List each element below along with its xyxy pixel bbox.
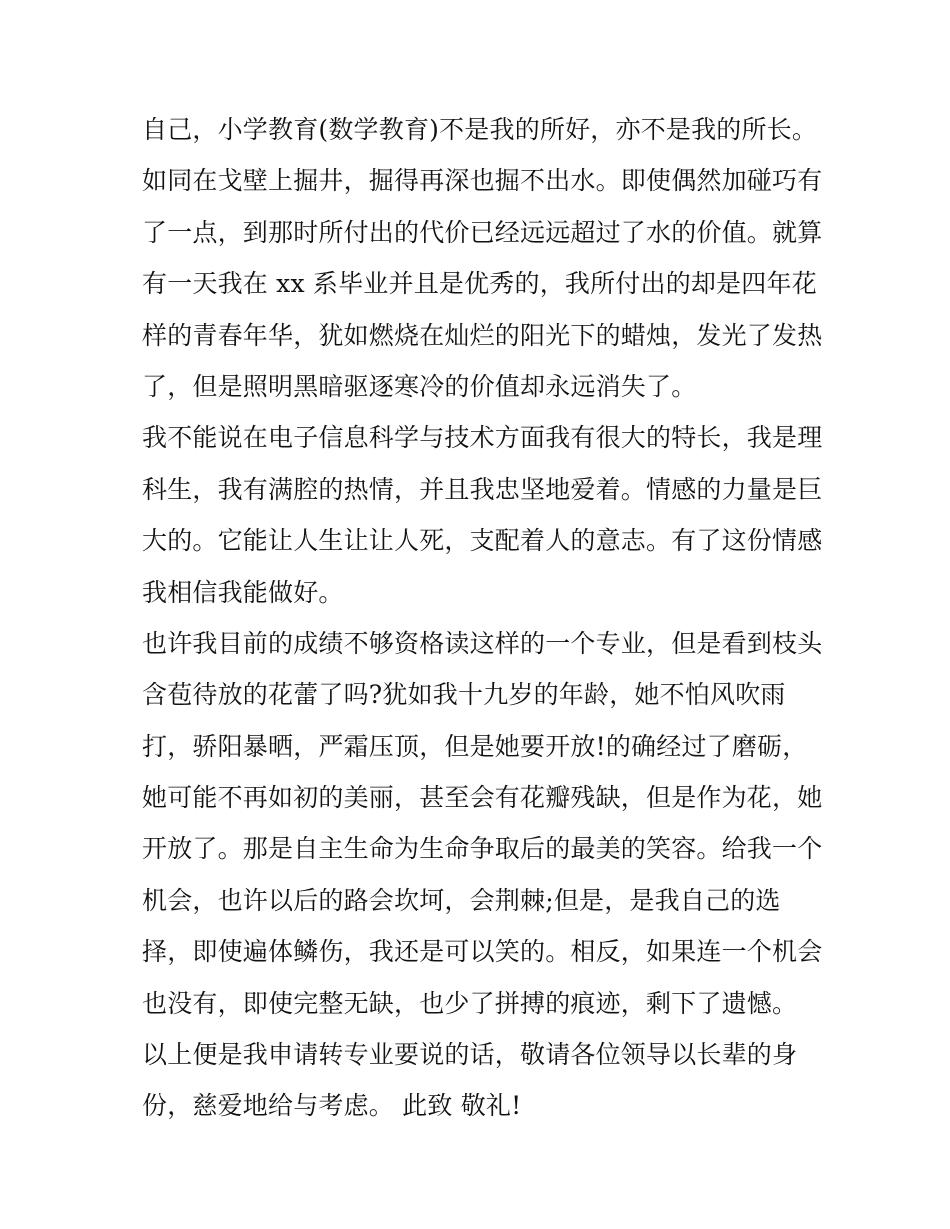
text-line: 机会，也许以后的路会坎坷，会荆棘;但是，是我自己的选 [142, 885, 781, 915]
text-line: 如同在戈壁上掘井，掘得再深也掘不出水。即使偶然加碰巧有 [142, 166, 823, 196]
text-line: 了，但是照明黑暗驱逐寒冷的价值却永远消失了。 [142, 371, 697, 401]
text-line: 也许我目前的成绩不够资格读这样的一个专业，但是看到枝头 [142, 628, 823, 658]
text-line: 打，骄阳暴晒，严霜压顶，但是她要开放!的确经过了磨砺， [142, 731, 808, 761]
text-line: 我相信我能做好。 [142, 577, 344, 607]
text-line: 也没有，即使完整无缺，也少了拼搏的痕迹，剩下了遗憾。 [142, 988, 798, 1018]
text-line: 份，慈爱地给与考虑。 此致 敬礼! [142, 1091, 522, 1121]
text-line: 择，即使遍体鳞伤，我还是可以笑的。相反，如果连一个机会 [142, 937, 823, 967]
text-line: 开放了。那是自主生命为生命争取后的最美的笑容。给我一个 [142, 834, 823, 864]
text-line: 含苞待放的花蕾了吗?犹如我十九岁的年龄，她不怕风吹雨 [142, 680, 786, 710]
text-line: 自己，小学教育(数学教育)不是我的所好，亦不是我的所长。 [142, 115, 818, 144]
text-line: 科生，我有满腔的热情，并且我忠坚地爱着。情感的力量是巨 [142, 474, 823, 504]
text-line: 有一天我在 xx 系毕业并且是优秀的，我所付出的却是四年花 [142, 269, 817, 299]
text-line: 她可能不再如初的美丽，甚至会有花瓣残缺，但是作为花，她 [142, 783, 823, 813]
text-line: 以上便是我申请转专业要说的话，敬请各位领导以长辈的身 [142, 1040, 798, 1070]
text-line: 大的。它能让人生让让人死，支配着人的意志。有了这份情感 [142, 526, 823, 556]
text-line: 我不能说在电子信息科学与技术方面我有很大的特长，我是理 [142, 423, 823, 453]
body-text [142, 104, 822, 1132]
text-line: 了一点，到那时所付出的代价已经远远超过了水的价值。就算 [142, 217, 823, 247]
text-line: 样的青春年华，犹如燃烧在灿烂的阳光下的蜡烛，发光了发热 [142, 320, 823, 350]
